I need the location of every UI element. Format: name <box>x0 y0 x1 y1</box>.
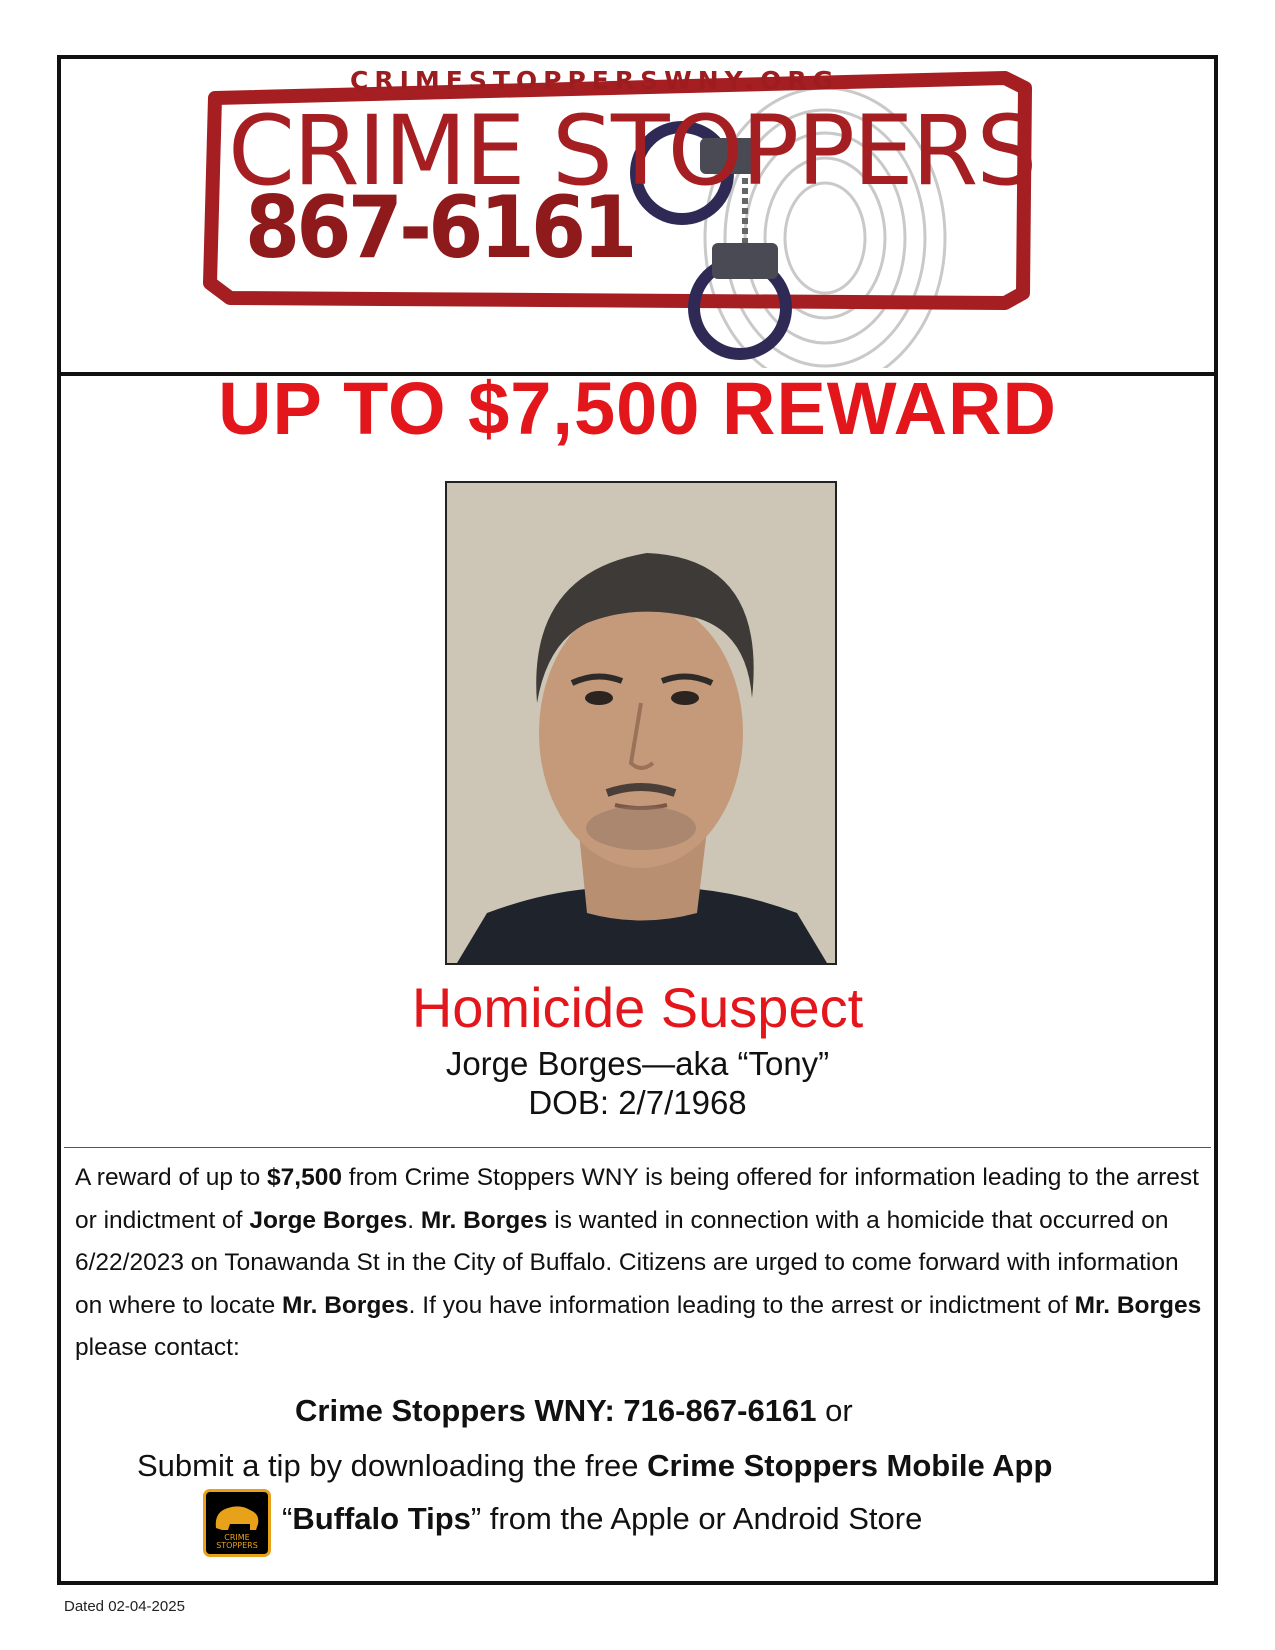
logo-url: CRIMESTOPPERSWNY.ORG <box>350 66 840 95</box>
reward-description <box>75 1157 1205 1370</box>
app-icon-label-line2: STOPPERS <box>216 1541 258 1550</box>
app-name-buffalo-tips: Buffalo Tips <box>292 1501 471 1536</box>
subject-dob: DOB: 2/7/1968 <box>528 1084 747 1121</box>
contact-store-text: ” from the Apple or Android Store <box>470 1501 923 1536</box>
reward-headline: UP TO $7,500 REWARD <box>218 367 1057 450</box>
suspect-name-bold: Mr. Borges <box>1074 1291 1202 1319</box>
suspect-name-bold: Jorge Borges <box>249 1206 408 1234</box>
suspect-name-bold: Mr. Borges <box>282 1291 409 1319</box>
contact-phone: Crime Stoppers WNY: 716-867-6161 <box>295 1393 817 1428</box>
suspect-photo <box>445 481 837 965</box>
suspect-name-bold: Mr. Borges <box>420 1206 548 1234</box>
contact-app-name: Crime Stoppers Mobile App <box>647 1448 1053 1483</box>
logo-title: CRIME STOPPERS <box>228 95 1036 207</box>
body-text-6: please contact: <box>75 1334 240 1361</box>
quote-open: “ <box>282 1501 293 1536</box>
body-text-1: A reward of up to <box>75 1164 268 1191</box>
reward-amount: $7,500 <box>267 1164 342 1191</box>
app-icon-label <box>206 1534 268 1550</box>
dated-label: Dated 02-04-2025 <box>64 1598 185 1615</box>
section-divider <box>64 1147 1211 1148</box>
app-icon-label-line1: CRIME <box>224 1533 250 1542</box>
body-text-4: is wanted in connection with a homicide that occurred on 6/22/2023 on Tonawanda St in the City of Buffalo. Citizens are urged to come forward with information on where to locate <box>75 1206 1179 1319</box>
body-text-2: from Crime Stoppers WNY is being offered for information leading to the arrest or indictment of <box>75 1164 1199 1234</box>
body-text-3: . <box>407 1206 421 1234</box>
buffalo-icon <box>206 1498 268 1538</box>
contact-phone-line <box>295 1395 853 1426</box>
contact-app-line <box>137 1450 1052 1481</box>
buffalo-tips-app-icon <box>203 1489 271 1557</box>
contact-app-text: Submit a tip by downloading the free <box>137 1448 648 1483</box>
suspect-portrait <box>447 483 835 963</box>
body-text-5: . If you have information leading to the arrest or indictment of <box>408 1291 1075 1319</box>
logo-phone: 867-6161 <box>245 178 634 278</box>
contact-store-line <box>282 1503 922 1534</box>
subject-name: Jorge Borges—aka “Tony” <box>445 1045 830 1082</box>
contact-or: or <box>816 1393 853 1428</box>
subject-label: Homicide Suspect <box>411 976 864 1039</box>
